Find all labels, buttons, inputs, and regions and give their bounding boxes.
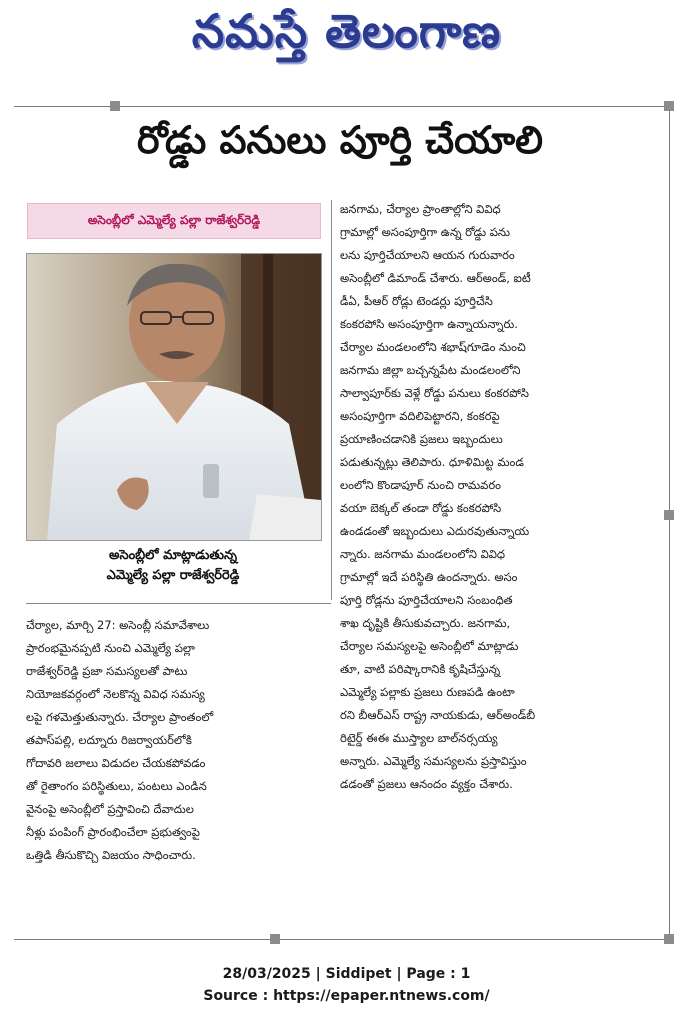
article-right-column [340,198,662,796]
article-photo [26,253,322,541]
body-line: శాఖ దృష్టికి తీసుకువచ్చారు. జనగామ, [340,616,511,630]
masthead-title: నమస్తే తెలంగాణ [191,4,502,58]
caption-line: అసెంబ్లీలో మాట్లాడుతున్న [109,548,237,563]
photo-divider [26,603,331,604]
body-line: రిటైర్డ్ ఈఈ ముస్త్యాల బాల్‌నర్సయ్య [340,731,498,745]
body-line: లపై గళమెత్తుతున్నారు. చేర్యాల ప్రాంతంలో [26,710,214,724]
body-line: రని బీఆర్‌ఎస్ రాష్ట్ర నాయకుడు, ఆర్‌అండ్‌బీ [340,708,536,722]
body-line: చేర్యాల, మార్చి 27: అసెంబ్లీ సమావేశాలు [26,618,210,632]
footer-source-line: Source : https://epaper.ntnews.com/ [203,988,490,1004]
body-line: తో రైతాంగం పరిస్థితులు, పంటలు ఎండిన [26,779,207,793]
body-line: అసంపూర్తిగా వదిలిపెట్టారని, కంకరపై [340,409,500,423]
crop-marker [270,934,280,944]
body-line: చేర్యాల సమస్యలపై అసెంబ్లీలో మాట్లాడు [340,639,519,653]
body-line: అన్నారు. ఎమ్మెల్యే సమస్యలను ప్రస్తావిస్తుం [340,754,527,768]
caption-line: ఎమ్మెల్యే పల్లా రాజేశ్వర్‌రెడ్డి [106,568,240,583]
body-line: రాజేశ్వర్‌రెడ్డి ప్రజా సమస్యలతో పాటు [26,664,188,678]
body-line: వయా బెక్కల్ తండా రోడ్డు కంకరపోసి [340,501,502,515]
body-line: వైనంపై అసెంబ్లీలో ప్రస్తావించి దేవాదుల [26,802,194,816]
body-line: చేర్యాల మండలంలోని శభాష్‌గూడెం నుంచి [340,340,526,354]
body-line: న్నారు. జనగామ మండలంలోని వివిధ [340,547,506,561]
body-line: డడంతో ప్రజలు ఆనందం వ్యక్తం చేశారు. [340,777,513,791]
column-divider [331,200,332,600]
body-line: గ్రామాల్లో అసంపూర్తిగా ఉన్న రోడ్డు పను [340,225,510,239]
body-line: సాల్వాపూర్‌కు వెళ్లే రోడ్డు పనులు కంకరపోసి [340,386,529,400]
body-line: పడుతున్నట్లు తెలిపారు. ధూళిమిట్ట మండ [340,455,524,469]
body-line: పూర్తి రోడ్లను పూర్తిచేయాలని సంబంధిత [340,593,513,607]
body-line: తూ, వాటి పరిష్కారానికి కృషిచేస్తున్న [340,662,501,676]
article-strap: అసెంబ్లీలో ఎమ్మెల్యే పల్లా రాజేశ్వర్‌రెడ్డి [27,203,321,239]
body-line: నీళ్లు పంపింగ్ ప్రారంభించేలా ప్రభుత్వంపై [26,825,200,839]
footer-edition-line: 28/03/2025 | Siddipet | Page : 1 [222,966,471,982]
body-line: ప్రయాణించడానికి ప్రజలు ఇబ్బందులు [340,432,503,446]
body-line: కంకరపోసి అసంపూర్తిగా ఉన్నాయన్నారు. [340,317,518,331]
body-line: నియోజకవర్గంలో నెలకొన్న వివిధ సమస్య [26,687,205,701]
body-line: డీఏ, పీఆర్ రోడ్లు టెండర్లు పూర్తిచేసి [340,294,493,308]
crop-marker [110,101,120,111]
body-line: లంలోని కొండాపూర్ నుంచి రామవరం [340,478,501,492]
frame-bottom-rule [14,939,670,940]
body-line: లను పూర్తిచేయాలని ఆయన గురువారం [340,248,515,262]
body-line: గోదావరి జలాలు విడుదల చేయకపోవడం [26,756,206,770]
person-photo-illustration [27,254,321,540]
body-line: తపాస్‌పల్లి, లద్నూరు రిజర్వాయర్‌లోకి [26,733,192,747]
body-line: అసెంబ్లీలో డిమాండ్ చేశారు. ఆర్‌అండ్, ఐటీ [340,271,531,285]
body-line: ఎమ్మెల్యే పల్లాకు ప్రజలు రుణపడి ఉంటా [340,685,515,699]
body-line: జనగామ జిల్లా బచ్చన్నపేట మండలంలోని [340,363,521,377]
article-headline: రోడ్డు పనులు పూర్తి చేయాలి [136,118,543,162]
body-line: ఉండడంతో ఇబ్బందులు ఎదురవుతున్నాయ [340,524,530,538]
crop-marker [664,934,674,944]
photo-caption [26,546,320,586]
body-line: ఒత్తిడి తీసుకొచ్చి విజయం సాధించారు. [26,848,196,862]
crop-marker [664,510,674,520]
crop-marker [664,101,674,111]
article-left-column [26,614,326,867]
body-line: గ్రామాల్లో ఇదే పరిస్థితి ఉందన్నారు. అసం [340,570,518,584]
body-line: ప్రారంభమైనప్పటి నుంచి ఎమ్మెల్యే పల్లా [26,641,195,655]
body-line: జనగామ, చేర్యాల ప్రాంతాల్లోని వివిధ [340,202,501,216]
frame-right-rule [669,106,670,940]
